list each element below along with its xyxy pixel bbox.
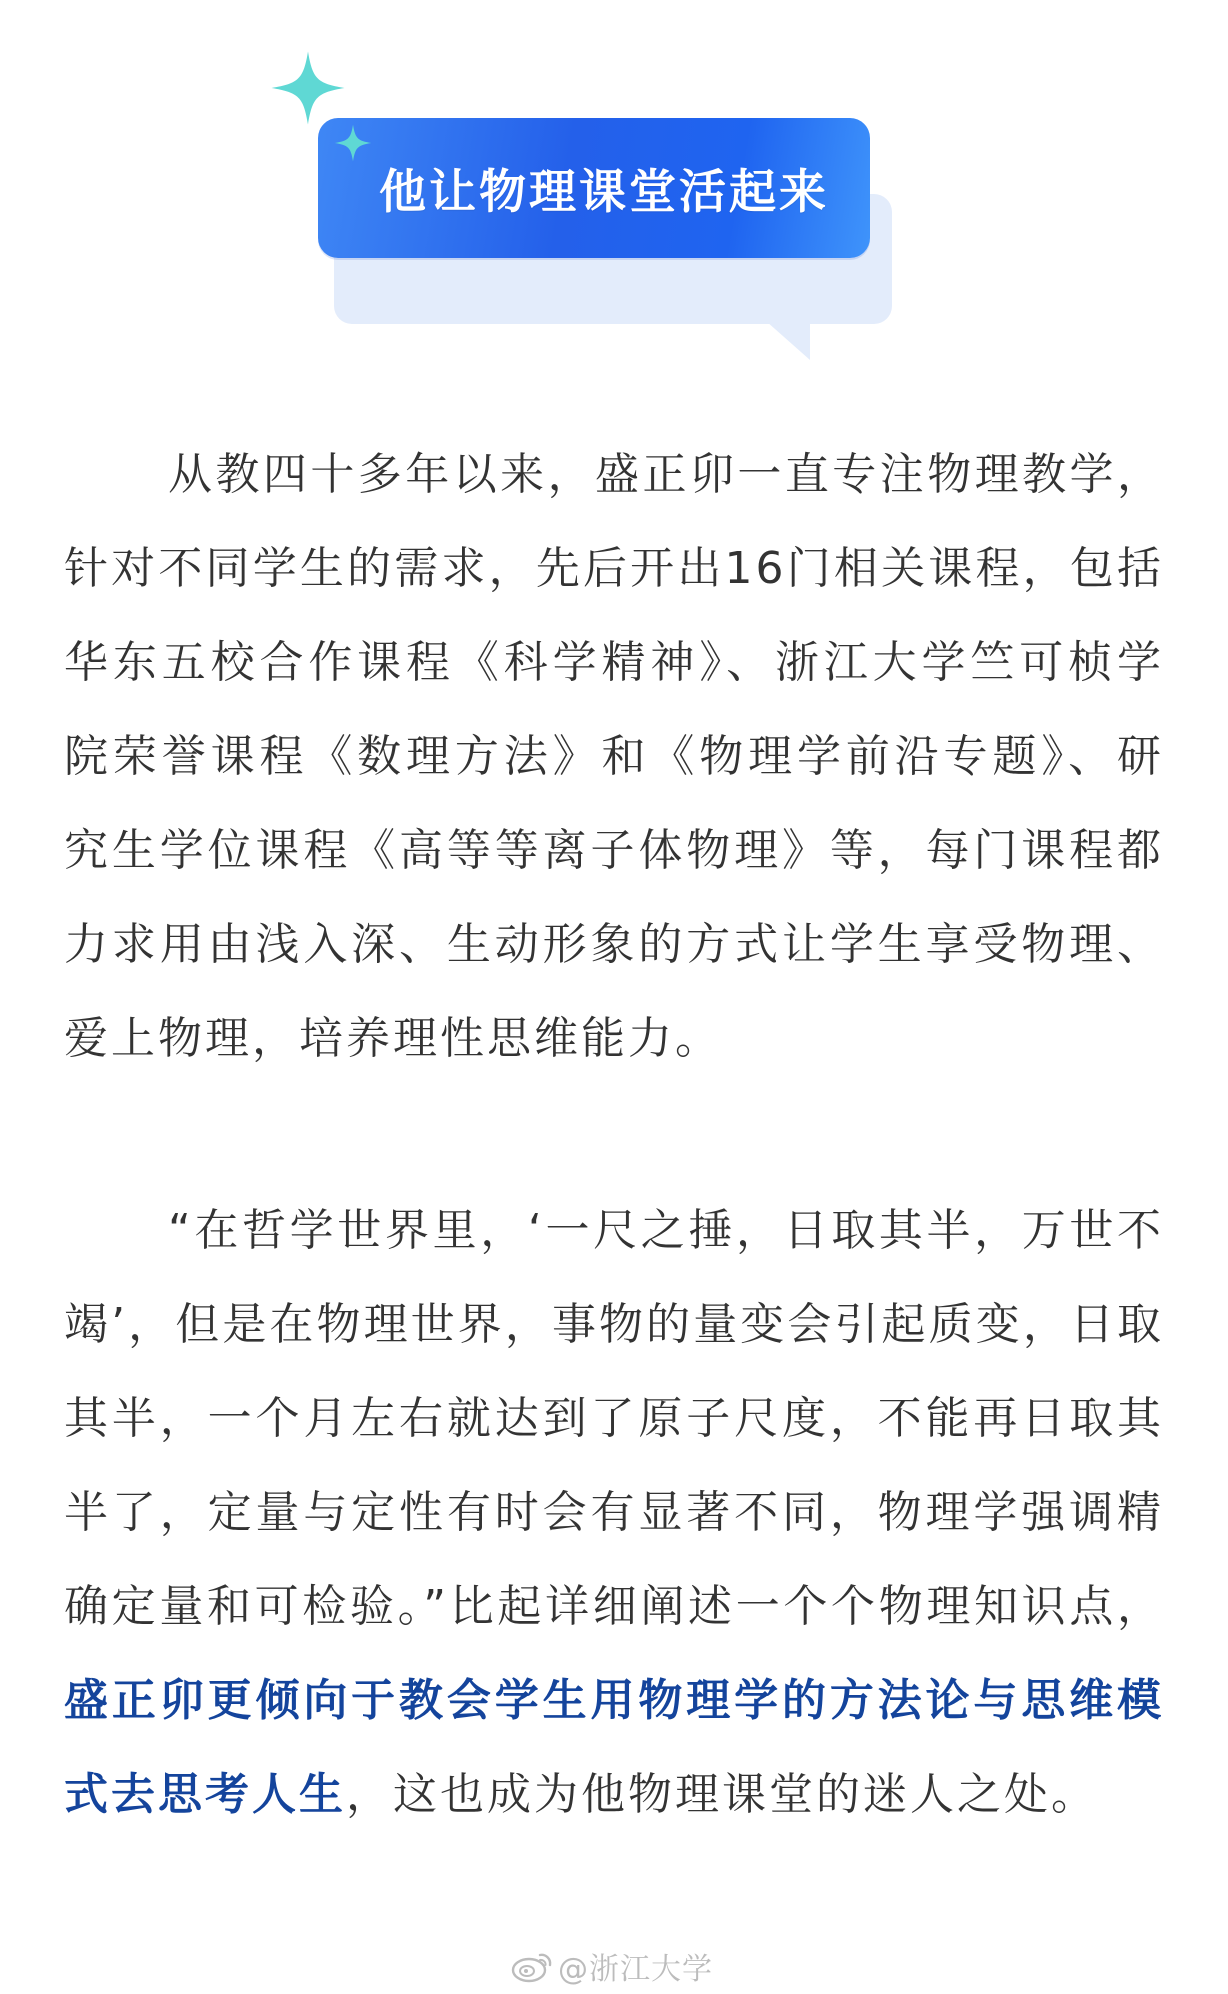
bubble-tail bbox=[740, 298, 810, 360]
page-title: 他让物理课堂活起来 bbox=[379, 164, 829, 220]
paragraph-ending: ，这也成为他物理课堂的迷人之处。 bbox=[346, 1769, 1098, 1820]
article-paragraph-2 bbox=[64, 1184, 1164, 1842]
watermark bbox=[510, 1944, 713, 1988]
watermark-text: @浙江大学 bbox=[558, 1952, 713, 1987]
weibo-icon bbox=[510, 1949, 554, 1983]
paragraph-text: 从教四十多年以来，盛正卯一直专注物理教学，针对不同学生的需求，先后开出16门相关课程，包括华东五校合作课程《科学精神》、浙江大学竺可桢学院荣誉课程《数理方法》和《物理学前沿专题》、研究生学位课程《高等等离子体物理》等，每门课程都力求用由浅入深、生动形象的方式让学生享受物理、爱上物理，培养理性思维能力。 bbox=[64, 449, 1164, 1064]
sparkle-icon bbox=[270, 50, 346, 126]
paragraph-text bbox=[64, 1184, 1164, 1842]
article-paragraph-1 bbox=[64, 428, 1164, 1086]
paragraph-quote: “在哲学世界里，‘一尺之捶，日取其半，万世不竭’，但是在物理世界，事物的量变会引起质变，日取其半，一个月左右就达到了原子尺度，不能再日取其半了，定量与定性有时会有显著不同，物理学强调精确定量和可检验。”比起详细阐述一个个物理知识点， bbox=[64, 1205, 1164, 1632]
sparkle-small-icon bbox=[334, 124, 372, 162]
title-bubble bbox=[318, 118, 870, 258]
title-banner bbox=[270, 50, 910, 320]
highlighted-text: 盛正卯更倾向于教会学生用物理学的方法论与思维模式去思考人生 bbox=[64, 1675, 1164, 1820]
